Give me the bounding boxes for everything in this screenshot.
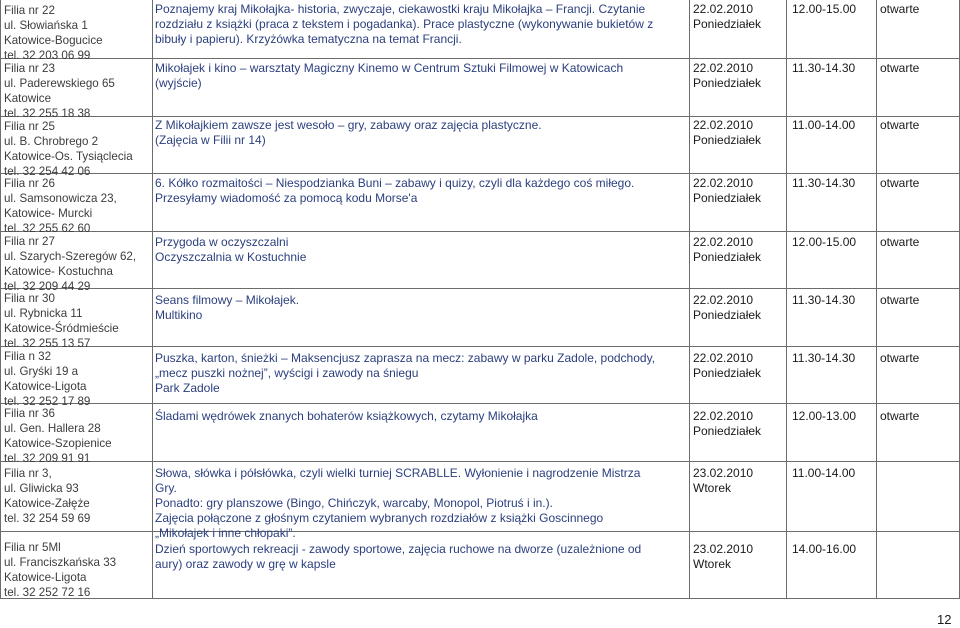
branch-cell	[4, 406, 152, 466]
date-cell	[693, 542, 783, 572]
branch-name: Filia nr 22	[4, 4, 55, 17]
branch-address: ul. Franciszkańska 33	[4, 556, 117, 569]
event-line: Słowa, słówka i półsłówka, czyli wielki turniej SCRABLLE. Wyłonienie i nagrodzenie Mistrza	[155, 466, 641, 480]
event-date: 22.02.2010	[693, 235, 754, 249]
branch-district: Katowice-Ligota	[4, 571, 87, 584]
event-line: rozdziału z książki (praca z tekstem i pogadanka). Prace plastyczne (wykonywanie bukietów z	[155, 17, 654, 31]
event-cell	[155, 2, 690, 47]
time-cell: 11.30-14.30	[792, 176, 856, 190]
status-cell: otwarte	[880, 409, 920, 423]
event-date: 22.02.2010	[693, 176, 754, 190]
branch-cell	[4, 119, 152, 179]
branch-cell	[4, 291, 152, 351]
event-line: Przygoda w oczyszczalni	[155, 235, 289, 249]
date-cell	[693, 466, 783, 496]
event-line: „Mikołajek i inne chłopaki”.	[155, 526, 296, 540]
event-weekday: Poniedziałek	[693, 133, 762, 147]
branch-address: ul. Szarych-Szeregów 62,	[4, 250, 137, 263]
event-date: 23.02.2010	[693, 466, 754, 480]
branch-cell	[4, 176, 152, 236]
event-line: (wyjście)	[155, 76, 202, 90]
event-line: Mikołajek i kino – warsztaty Magiczny Kinemo w Centrum Sztuki Filmowej w Katowicach	[155, 61, 624, 75]
branch-address: ul. Gen. Hallera 28	[4, 422, 101, 435]
branch-phone: tel. 32 252 17 89	[4, 395, 91, 408]
status-cell: otwarte	[880, 2, 920, 16]
branch-district: Katowice-Śródmieście	[4, 322, 119, 335]
time-cell: 12.00-15.00	[792, 2, 857, 16]
branch-district: Katowice-Załęże	[4, 497, 90, 510]
branch-phone: tel. 32 252 72 16	[4, 586, 91, 599]
event-line: Ponadto: gry planszowe (Bingo, Chińczyk, warcaby, Monopol, Piotruś i in.).	[155, 496, 553, 510]
event-line: „mecz puszki nożnej”, wyścigi i zawody na śniegu	[155, 366, 419, 380]
branch-phone: tel. 32 254 59 69	[4, 512, 91, 525]
branch-district: Katowice-Bogucice	[4, 34, 103, 47]
table-border-left	[0, 0, 1, 598]
time-cell: 11.00-14.00	[792, 466, 856, 480]
event-line: Oczyszczalnia w Kostuchnie	[155, 250, 307, 264]
branch-name: Filia n 32	[4, 350, 52, 363]
branch-address: ul. Samsonowicza 23,	[4, 192, 117, 205]
event-weekday: Poniedziałek	[693, 424, 762, 438]
branch-phone: tel. 32 255 62 60	[4, 222, 91, 235]
branch-address: ul. Słowiańska 1	[4, 19, 88, 32]
time-cell: 11.30-14.30	[792, 61, 856, 75]
branch-name: Filia nr 36	[4, 407, 55, 420]
event-line: Poznajemy kraj Mikołajka- historia, zwyczaje, ciekawostki kraju Mikołajka – Francji. Czytanie	[155, 2, 646, 16]
time-cell: 14.00-16.00	[792, 542, 857, 556]
event-line: Śladami wędrówek znanych bohaterów książkowych, czytamy Mikołajka	[155, 409, 538, 423]
event-weekday: Poniedziałek	[693, 17, 762, 31]
event-line: Multikino	[155, 308, 203, 322]
branch-name: Filia nr 25	[4, 120, 55, 133]
branch-cell	[4, 540, 152, 600]
branch-address: ul. Rybnicka 11	[4, 307, 83, 320]
column-divider	[152, 0, 153, 598]
branch-district: Katowice-Ligota	[4, 380, 87, 393]
branch-cell	[4, 61, 152, 121]
status-cell: otwarte	[880, 351, 920, 365]
branch-district: Katowice- Kostuchna	[4, 265, 113, 278]
event-date: 23.02.2010	[693, 542, 754, 556]
branch-address: ul. Gliwicka 93	[4, 482, 79, 495]
event-line: Park Zadole	[155, 381, 220, 395]
event-weekday: Wtorek	[693, 557, 732, 571]
branch-phone: tel. 32 254 42 06	[4, 165, 91, 178]
event-line: (Zajęcia w Filii nr 14)	[155, 133, 266, 147]
event-cell	[155, 409, 690, 424]
event-line: Zajęcia połączone z głośnym czytaniem wybranych rozdziałów z książki Goscinnego	[155, 511, 604, 525]
event-line: Z Mikołajkiem zawsze jest wesoło – gry, zabawy oraz zajęcia plastyczne.	[155, 118, 542, 132]
date-cell	[693, 235, 783, 265]
event-cell	[155, 118, 690, 148]
event-cell	[155, 61, 690, 91]
date-cell	[693, 61, 783, 91]
column-divider	[876, 0, 877, 598]
branch-district: Katowice- Murcki	[4, 207, 93, 220]
branch-name: Filia nr 5Ml	[4, 541, 61, 554]
time-cell: 11.30-14.30	[792, 293, 856, 307]
branch-name: Filia nr 30	[4, 292, 55, 305]
event-line: 6. Kółko rozmaitości – Niespodzianka Buni – zabawy i quizy, czyli dla każdego coś miłego.	[155, 176, 635, 190]
event-cell	[155, 293, 690, 323]
branch-district: Katowice-Os. Tysiąclecia	[4, 150, 133, 163]
event-weekday: Wtorek	[693, 481, 732, 495]
time-cell: 11.30-14.30	[792, 351, 856, 365]
event-cell	[155, 235, 690, 265]
event-date: 22.02.2010	[693, 61, 754, 75]
branch-phone: tel. 32 209 44 29	[4, 280, 91, 293]
branch-phone: tel. 32 209 91 91	[4, 452, 91, 465]
branch-cell	[4, 349, 152, 409]
branch-cell	[4, 3, 152, 63]
event-line: aury) oraz zawody w grę w kapsle	[155, 557, 336, 571]
event-date: 22.02.2010	[693, 351, 754, 365]
date-cell	[693, 351, 783, 381]
date-cell	[693, 409, 783, 439]
column-divider	[786, 0, 787, 598]
time-cell: 12.00-15.00	[792, 235, 857, 249]
time-cell: 11.00-14.00	[792, 118, 856, 132]
event-cell	[155, 176, 690, 206]
branch-name: Filia nr 27	[4, 235, 55, 248]
status-cell: otwarte	[880, 176, 920, 190]
event-weekday: Poniedziałek	[693, 76, 762, 90]
date-cell	[693, 2, 783, 32]
date-cell	[693, 118, 783, 148]
event-line: Gry.	[155, 481, 177, 495]
event-date: 22.02.2010	[693, 2, 754, 16]
branch-phone: tel. 32 255 13 57	[4, 337, 91, 350]
event-line: bibuły i papieru). Krzyżówka tematyczna na temat Francji.	[155, 32, 462, 46]
branch-address: ul. Paderewskiego 65	[4, 77, 115, 90]
event-weekday: Poniedziałek	[693, 191, 762, 205]
branch-name: Filia nr 26	[4, 177, 55, 190]
branch-district: Katowice	[4, 92, 52, 105]
time-cell: 12.00-13.00	[792, 409, 857, 423]
branch-cell	[4, 234, 152, 294]
event-weekday: Poniedziałek	[693, 308, 762, 322]
event-weekday: Poniedziałek	[693, 366, 762, 380]
event-line: Dzień sportowych rekreacji - zawody sportowe, zajęcia ruchowe na dworze (uzależnione od	[155, 542, 642, 556]
page-number: 12	[937, 612, 952, 627]
status-cell: otwarte	[880, 61, 920, 75]
event-cell	[155, 466, 690, 541]
date-cell	[693, 176, 783, 206]
event-cell	[155, 351, 690, 396]
status-cell: otwarte	[880, 118, 920, 132]
event-date: 22.02.2010	[693, 293, 754, 307]
branch-district: Katowice-Szopienice	[4, 437, 112, 450]
branch-cell	[4, 466, 152, 526]
event-cell	[155, 542, 690, 572]
branch-phone: tel. 32 203 06 99	[4, 49, 91, 62]
event-line: Seans filmowy – Mikołajek.	[155, 293, 300, 307]
event-date: 22.02.2010	[693, 118, 754, 132]
status-cell: otwarte	[880, 235, 920, 249]
event-date: 22.02.2010	[693, 409, 754, 423]
date-cell	[693, 293, 783, 323]
event-weekday: Poniedziałek	[693, 250, 762, 264]
branch-name: Filia nr 23	[4, 62, 55, 75]
branch-name: Filia nr 3,	[4, 467, 52, 480]
status-cell: otwarte	[880, 293, 920, 307]
branch-phone: tel. 32 255 18 38	[4, 107, 91, 120]
branch-address: ul. Gryśki 19 a	[4, 365, 79, 378]
branch-address: ul. B. Chrobrego 2	[4, 135, 99, 148]
event-line: Przesyłamy wiadomość za pomocą kodu Morse'a	[155, 191, 418, 205]
event-line: Puszka, karton, śnieżki – Maksencjusz zaprasza na mecz: zabawy w parku Zadole, podchody,	[155, 351, 656, 365]
